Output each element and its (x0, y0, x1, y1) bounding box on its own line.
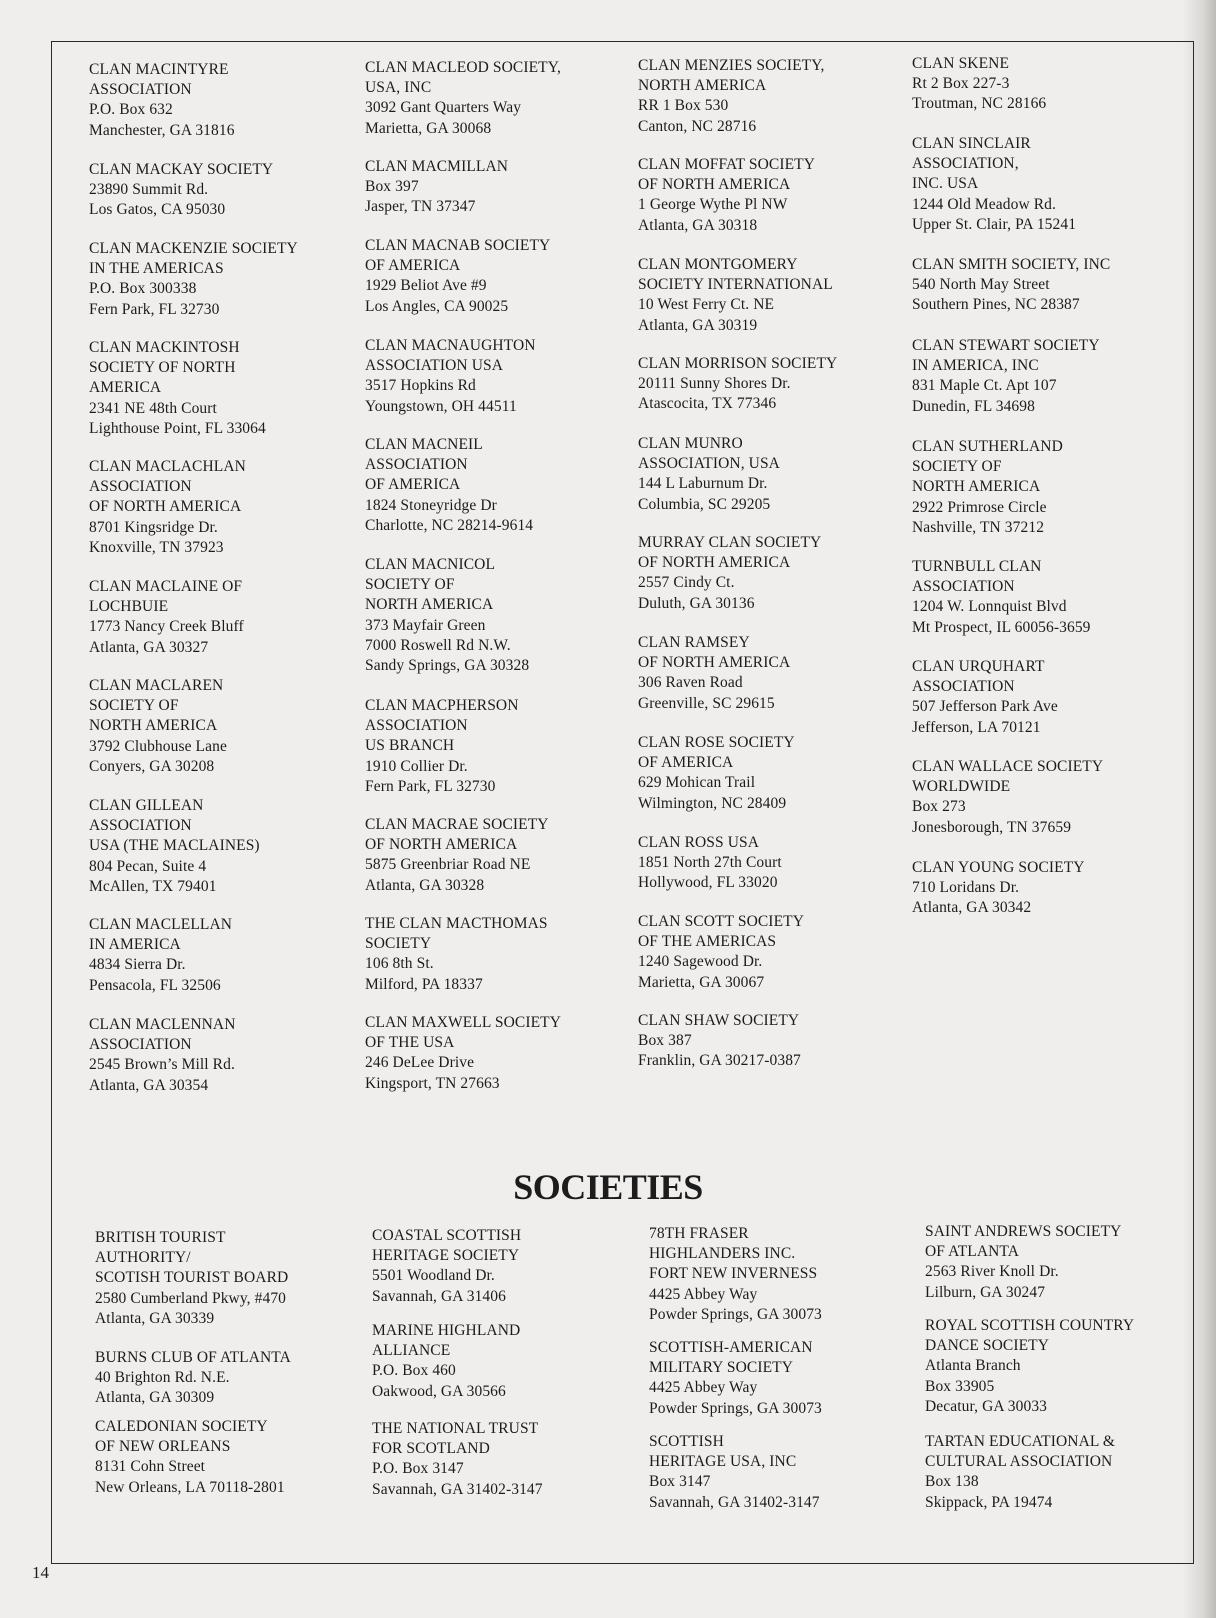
clan-entry (638, 354, 837, 415)
entry-line: 3092 Gant Quarters Way (365, 99, 522, 117)
entry-name-line: CLAN MACLENNAN (89, 1016, 236, 1033)
entry-line: ASSOCIATION (89, 478, 192, 496)
clan-entry (89, 915, 232, 996)
entry-line: Mt Prospect, IL 60056-3659 (912, 618, 1091, 636)
entry-line: HIGHLANDERS INC. (649, 1245, 796, 1263)
entry-name-line: CLAN SINCLAIR (912, 135, 1031, 152)
entry-name-line: CLAN MACPHERSON (365, 697, 519, 714)
entry-line: 306 Raven Road (638, 674, 743, 692)
entry-line: Atlanta, GA 30318 (638, 216, 758, 234)
entry-name-line: CLAN MACKENZIE SOCIETY (89, 240, 298, 257)
entry-name-line: CLAN SHAW SOCIETY (638, 1012, 800, 1029)
society-entry (372, 1321, 520, 1402)
entry-line: Atlanta Branch (925, 1357, 1021, 1375)
society-entry (95, 1348, 291, 1409)
entry-line: AUTHORITY/ (95, 1249, 191, 1267)
entry-line: ASSOCIATION (365, 456, 468, 474)
entry-line: Lighthouse Point, FL 33064 (89, 419, 266, 437)
entry-line: CULTURAL ASSOCIATION (925, 1453, 1113, 1471)
entry-name-line: CLAN MACLAINE OF (89, 578, 243, 595)
entry-line: 4425 Abbey Way (649, 1379, 758, 1397)
entry-line: OF AMERICA (638, 754, 734, 772)
entry-line: 3792 Clubhouse Lane (89, 737, 227, 755)
entry-name-line: COASTAL SCOTTISH (372, 1227, 522, 1244)
entry-line: Savannah, GA 31402-3147 (372, 1480, 543, 1498)
entry-line: Box 33905 (925, 1377, 995, 1395)
entry-line: ASSOCIATION, USA (638, 455, 780, 473)
entry-line: 106 8th St. (365, 955, 434, 973)
entry-name-line: SAINT ANDREWS SOCIETY (925, 1223, 1122, 1240)
entry-line: Wilmington, NC 28409 (638, 794, 787, 812)
entry-name-line: CLAN ROSS USA (638, 834, 760, 851)
entry-line: IN AMERICA (89, 936, 181, 954)
entry-name-line: CLAN MORRISON SOCIETY (638, 355, 838, 372)
entry-line: Troutman, NC 28166 (912, 95, 1047, 113)
entry-line: Rt 2 Box 227-3 (912, 75, 1010, 93)
entry-name-line: CLAN MACLAREN (89, 677, 224, 694)
entry-line: 1244 Old Meadow Rd. (912, 195, 1056, 213)
entry-line: DANCE SOCIETY (925, 1337, 1050, 1355)
clan-entry (89, 577, 244, 658)
entry-name-line: MURRAY CLAN SOCIETY (638, 534, 822, 551)
entry-line: Oakwood, GA 30566 (372, 1382, 506, 1400)
entry-line: New Orleans, LA 70118-2801 (95, 1478, 285, 1496)
entry-line: 1851 North 27th Court (638, 854, 782, 872)
clan-entry (365, 336, 536, 417)
entry-line: ALLIANCE (372, 1342, 451, 1360)
entry-line: ASSOCIATION (912, 578, 1015, 596)
entry-line: 4425 Abbey Way (649, 1285, 758, 1303)
clan-entry (912, 437, 1063, 538)
entry-line: Youngstown, OH 44511 (365, 397, 517, 415)
entry-line: Hollywood, FL 33020 (638, 874, 778, 892)
entry-name-line: CLAN MOFFAT SOCIETY (638, 156, 816, 173)
entry-name-line: CLAN MACLELLAN (89, 916, 233, 933)
clan-entry (638, 912, 804, 993)
entry-line: 804 Pecan, Suite 4 (89, 857, 207, 875)
entry-line: OF NORTH AMERICA (638, 176, 791, 194)
entry-line: 2563 River Knoll Dr. (925, 1263, 1059, 1281)
entry-line: SCOTISH TOURIST BOARD (95, 1269, 289, 1287)
clan-entry (912, 134, 1076, 235)
entry-line: 1240 Sagewood Dr. (638, 953, 763, 971)
entry-line: OF AMERICA (365, 476, 461, 494)
entry-name-line: CLAN YOUNG SOCIETY (912, 859, 1085, 876)
entry-line: Atlanta, GA 30354 (89, 1076, 209, 1094)
society-entry (925, 1316, 1134, 1417)
clan-entry (365, 696, 519, 797)
entry-line: 710 Loridans Dr. (912, 879, 1020, 897)
clan-entry (638, 434, 780, 515)
clan-entry (89, 60, 235, 141)
clan-entry (365, 815, 549, 896)
entry-name-line: TARTAN EDUCATIONAL & (925, 1433, 1116, 1450)
entry-line: OF NEW ORLEANS (95, 1438, 231, 1456)
entry-line: 2545 Brown’s Mill Rd. (89, 1056, 235, 1074)
entry-line: HERITAGE SOCIETY (372, 1247, 520, 1265)
clan-entry (89, 239, 298, 320)
entry-line: Canton, NC 28716 (638, 117, 757, 135)
entry-name-line: 78TH FRASER (649, 1225, 749, 1242)
page-number: 14 (32, 1563, 49, 1582)
entry-line: McAllen, TX 79401 (89, 877, 217, 895)
entry-line: 10 West Ferry Ct. NE (638, 296, 775, 314)
society-entry (925, 1222, 1121, 1303)
entry-line: Kingsport, TN 27663 (365, 1074, 500, 1092)
entry-name-line: CLAN MACNAB SOCIETY (365, 237, 551, 254)
entry-line: Box 397 (365, 178, 419, 196)
entry-line: ASSOCIATION USA (365, 357, 504, 375)
entry-name-line: CLAN MACNAUGHTON (365, 337, 536, 354)
entry-line: Marietta, GA 30068 (365, 119, 492, 137)
entry-line: 1929 Beliot Ave #9 (365, 277, 487, 295)
entry-line: 2557 Cindy Ct. (638, 574, 735, 592)
entry-line: SOCIETY OF (89, 697, 179, 715)
entry-line: SOCIETY INTERNATIONAL (638, 276, 833, 294)
entry-line: OF NORTH AMERICA (638, 554, 791, 572)
entry-line: SOCIETY OF (365, 576, 455, 594)
entry-line: OF THE USA (365, 1034, 455, 1052)
clan-entry (912, 757, 1103, 838)
society-entry (925, 1432, 1115, 1513)
entry-name-line: CLAN MACMILLAN (365, 158, 509, 175)
clan-entry (365, 58, 561, 139)
clan-entry (638, 1011, 801, 1072)
entry-line: Powder Springs, GA 30073 (649, 1399, 822, 1417)
entry-line: OF ATLANTA (925, 1243, 1020, 1261)
clan-entry (638, 633, 790, 714)
entry-line: Charlotte, NC 28214-9614 (365, 516, 534, 534)
entry-line: 629 Mohican Trail (638, 774, 756, 792)
entry-line: 246 DeLee Drive (365, 1054, 475, 1072)
entry-line: US BRANCH (365, 737, 455, 755)
entry-line: 4834 Sierra Dr. (89, 956, 186, 974)
clan-entry (638, 255, 833, 336)
entry-line: Greenville, SC 29615 (638, 694, 775, 712)
entry-line: SOCIETY OF (912, 458, 1002, 476)
entry-name-line: SCOTTISH-AMERICAN (649, 1339, 813, 1356)
entry-line: USA, INC (365, 79, 432, 97)
entry-line: NORTH AMERICA (638, 77, 767, 95)
entry-line: Box 387 (638, 1032, 692, 1050)
entry-line: ASSOCIATION, (912, 155, 1019, 173)
entry-line: 8131 Cohn Street (95, 1458, 206, 1476)
entry-line: Fern Park, FL 32730 (365, 777, 496, 795)
entry-line: RR 1 Box 530 (638, 97, 729, 115)
entry-line: Savannah, GA 31406 (372, 1287, 506, 1305)
entry-line: IN THE AMERICAS (89, 260, 224, 278)
society-entry (649, 1432, 820, 1513)
entry-name-line: ROYAL SCOTTISH COUNTRY (925, 1317, 1135, 1334)
entry-line: Jefferson, LA 70121 (912, 718, 1041, 736)
entry-name-line: CLAN MONTGOMERY (638, 256, 798, 273)
entry-line: 2341 NE 48th Court (89, 399, 217, 417)
entry-line: 144 L Laburnum Dr. (638, 475, 768, 493)
entry-line: Atlanta, GA 30327 (89, 638, 209, 656)
entry-line: 1 George Wythe Pl NW (638, 196, 788, 214)
entry-line: MILITARY SOCIETY (649, 1359, 794, 1377)
entry-name-line: CLAN URQUHART (912, 658, 1045, 675)
entry-line: Atlanta, GA 30342 (912, 899, 1032, 917)
clan-entry (638, 733, 795, 814)
entry-name-line: CLAN MACNICOL (365, 556, 496, 573)
entry-line: Atlanta, GA 30328 (365, 876, 485, 894)
entry-name-line: BURNS CLUB OF ATLANTA (95, 1349, 291, 1366)
entry-line: OF NORTH AMERICA (365, 836, 518, 854)
entry-line: 20111 Sunny Shores Dr. (638, 375, 791, 393)
entry-line: 373 Mayfair Green (365, 616, 486, 634)
clan-entry (912, 54, 1046, 115)
entry-line: 23890 Summit Rd. (89, 181, 209, 199)
entry-line: Box 273 (912, 798, 966, 816)
entry-name-line: CLAN MUNRO (638, 435, 743, 452)
entry-line: Savannah, GA 31402-3147 (649, 1493, 820, 1511)
clan-entry (912, 657, 1058, 738)
society-entry (649, 1338, 822, 1419)
society-entry (95, 1228, 288, 1329)
entry-line: 2922 Primrose Circle (912, 498, 1047, 516)
entry-line: Upper St. Clair, PA 15241 (912, 215, 1077, 233)
entry-line: Dunedin, FL 34698 (912, 397, 1035, 415)
entry-line: IN AMERICA, INC (912, 357, 1039, 375)
entry-line: ASSOCIATION (912, 678, 1015, 696)
entry-line: ASSOCIATION (365, 717, 468, 735)
entry-name-line: CLAN STEWART SOCIETY (912, 337, 1100, 354)
clan-entry (89, 1015, 236, 1096)
entry-name-line: CLAN MACINTYRE (89, 61, 229, 78)
entry-line: USA (THE MACLAINES) (89, 837, 260, 855)
entry-name-line: CLAN SKENE (912, 55, 1010, 72)
clan-entry (365, 555, 529, 676)
entry-name-line: CLAN MACLEOD SOCIETY, (365, 59, 562, 76)
entry-line: Powder Springs, GA 30073 (649, 1305, 822, 1323)
clan-entry (365, 236, 550, 317)
entry-line: NORTH AMERICA (912, 478, 1041, 496)
entry-line: INC. USA (912, 175, 979, 193)
entry-line: 7000 Roswell Rd N.W. (365, 636, 511, 654)
entry-name-line: CLAN MACLACHLAN (89, 458, 246, 475)
entry-line: SOCIETY OF NORTH (89, 359, 236, 377)
entry-name-line: CLAN ROSE SOCIETY (638, 734, 795, 751)
entry-line: 507 Jefferson Park Ave (912, 698, 1058, 716)
entry-name-line: TURNBULL CLAN (912, 558, 1042, 575)
clan-entry (912, 255, 1110, 316)
entry-line: Nashville, TN 37212 (912, 518, 1045, 536)
entry-line: Marietta, GA 30067 (638, 973, 765, 991)
entry-line: Jonesborough, TN 37659 (912, 818, 1072, 836)
clan-entry (912, 336, 1100, 417)
entry-line: Los Gatos, CA 95030 (89, 201, 226, 219)
entry-line: OF AMERICA (365, 257, 461, 275)
society-entry (372, 1226, 521, 1307)
entry-name-line: BRITISH TOURIST (95, 1229, 226, 1246)
entry-line: Columbia, SC 29205 (638, 495, 771, 513)
entry-name-line: THE CLAN MACTHOMAS (365, 915, 548, 932)
entry-line: Atlanta, GA 30309 (95, 1389, 215, 1407)
entry-line: OF NORTH AMERICA (638, 654, 791, 672)
entry-line: Jasper, TN 37347 (365, 198, 476, 216)
entry-name-line: CLAN MACRAE SOCIETY (365, 816, 549, 833)
entry-line: NORTH AMERICA (89, 717, 218, 735)
entry-line: P.O. Box 3147 (372, 1460, 464, 1478)
clan-entry (365, 1013, 561, 1094)
entry-line: 831 Maple Ct. Apt 107 (912, 377, 1057, 395)
entry-line: Duluth, GA 30136 (638, 594, 755, 612)
entry-line: 5875 Greenbriar Road NE (365, 856, 531, 874)
entry-line: Box 3147 (649, 1473, 711, 1491)
entry-line: Box 138 (925, 1473, 979, 1491)
entry-line: FOR SCOTLAND (372, 1440, 490, 1458)
entry-line: 2580 Cumberland Pkwy, #470 (95, 1289, 287, 1307)
entry-line: Franklin, GA 30217-0387 (638, 1052, 801, 1070)
entry-name-line: CLAN GILLEAN (89, 797, 204, 814)
clan-entry (365, 157, 508, 218)
entry-line: 540 North May Street (912, 276, 1050, 294)
entry-line: Knoxville, TN 37923 (89, 538, 224, 556)
society-entry (649, 1224, 822, 1325)
entry-line: 5501 Woodland Dr. (372, 1267, 495, 1285)
clan-entry (89, 160, 273, 221)
entry-line: P.O. Box 300338 (89, 280, 197, 298)
entry-name-line: CLAN SMITH SOCIETY, INC (912, 256, 1111, 273)
entry-line: AMERICA (89, 379, 162, 397)
entry-name-line: SCOTTISH (649, 1433, 724, 1450)
entry-name-line: CLAN SUTHERLAND (912, 438, 1063, 455)
entry-line: 3517 Hopkins Rd (365, 377, 476, 395)
entry-name-line: CLAN WALLACE SOCIETY (912, 758, 1104, 775)
entry-line: Atlanta, GA 30319 (638, 316, 758, 334)
clan-entry (89, 796, 260, 897)
entry-line: 8701 Kingsridge Dr. (89, 518, 218, 536)
entry-name-line: CLAN MACKAY SOCIETY (89, 161, 274, 178)
entry-name-line: MARINE HIGHLAND (372, 1322, 521, 1339)
entry-name-line: CALEDONIAN SOCIETY (95, 1418, 268, 1435)
entry-name-line: CLAN MACNEIL (365, 436, 483, 453)
entry-line: SOCIETY (365, 935, 432, 953)
entry-line: HERITAGE USA, INC (649, 1453, 797, 1471)
entry-line: Milford, PA 18337 (365, 975, 483, 993)
clan-entry (365, 914, 548, 995)
entry-line: ASSOCIATION (89, 1036, 192, 1054)
entry-line: OF NORTH AMERICA (89, 498, 242, 516)
clan-entry (638, 56, 825, 137)
entry-line: Skippack, PA 19474 (925, 1493, 1053, 1511)
entry-name-line: THE NATIONAL TRUST (372, 1420, 539, 1437)
clan-entry (365, 435, 533, 536)
entry-name-line: CLAN SCOTT SOCIETY (638, 913, 804, 930)
clan-entry (912, 858, 1085, 919)
entry-line: WORLDWIDE (912, 778, 1011, 796)
entry-line: ASSOCIATION (89, 81, 192, 99)
entry-line: Los Angles, CA 90025 (365, 297, 509, 315)
entry-name-line: CLAN MAXWELL SOCIETY (365, 1014, 562, 1031)
entry-line: Lilburn, GA 30247 (925, 1283, 1046, 1301)
societies-heading: SOCIETIES (513, 1167, 703, 1207)
entry-line: Atlanta, GA 30339 (95, 1309, 215, 1327)
entry-line: Manchester, GA 31816 (89, 121, 235, 139)
clan-entry (638, 155, 815, 236)
entry-line: NORTH AMERICA (365, 596, 494, 614)
entry-line: P.O. Box 632 (89, 101, 173, 119)
entry-line: Atascocita, TX 77346 (638, 395, 777, 413)
entry-name-line: CLAN MENZIES SOCIETY, (638, 57, 825, 74)
society-entry (372, 1419, 543, 1500)
entry-line: 1773 Nancy Creek Bluff (89, 618, 244, 636)
entry-line: 40 Brighton Rd. N.E. (95, 1369, 230, 1387)
entry-line: 1910 Collier Dr. (365, 757, 468, 775)
entry-line: P.O. Box 460 (372, 1362, 456, 1380)
entry-line: Fern Park, FL 32730 (89, 300, 220, 318)
entry-line: Pensacola, FL 32506 (89, 976, 221, 994)
entry-line: Sandy Springs, GA 30328 (365, 657, 530, 675)
entry-line: OF THE AMERICAS (638, 933, 777, 951)
clan-entry (89, 676, 227, 777)
clan-entry (89, 338, 266, 439)
clan-entry (89, 457, 246, 558)
entry-line: 1824 Stoneyridge Dr (365, 496, 497, 514)
entry-line: Decatur, GA 30033 (925, 1397, 1048, 1415)
entry-line: FORT NEW INVERNESS (649, 1265, 818, 1283)
clan-entry (638, 833, 782, 894)
society-entry (95, 1417, 285, 1498)
entry-line: ASSOCIATION (89, 817, 192, 835)
entry-line: Conyers, GA 30208 (89, 757, 215, 775)
entry-name-line: CLAN RAMSEY (638, 634, 750, 651)
entry-line: 1204 W. Lonnquist Blvd (912, 598, 1067, 616)
clan-entry (912, 557, 1091, 638)
entry-line: LOCHBUIE (89, 598, 169, 616)
clan-entry (638, 533, 821, 614)
entry-name-line: CLAN MACKINTOSH (89, 339, 240, 356)
entry-line: Southern Pines, NC 28387 (912, 296, 1080, 314)
